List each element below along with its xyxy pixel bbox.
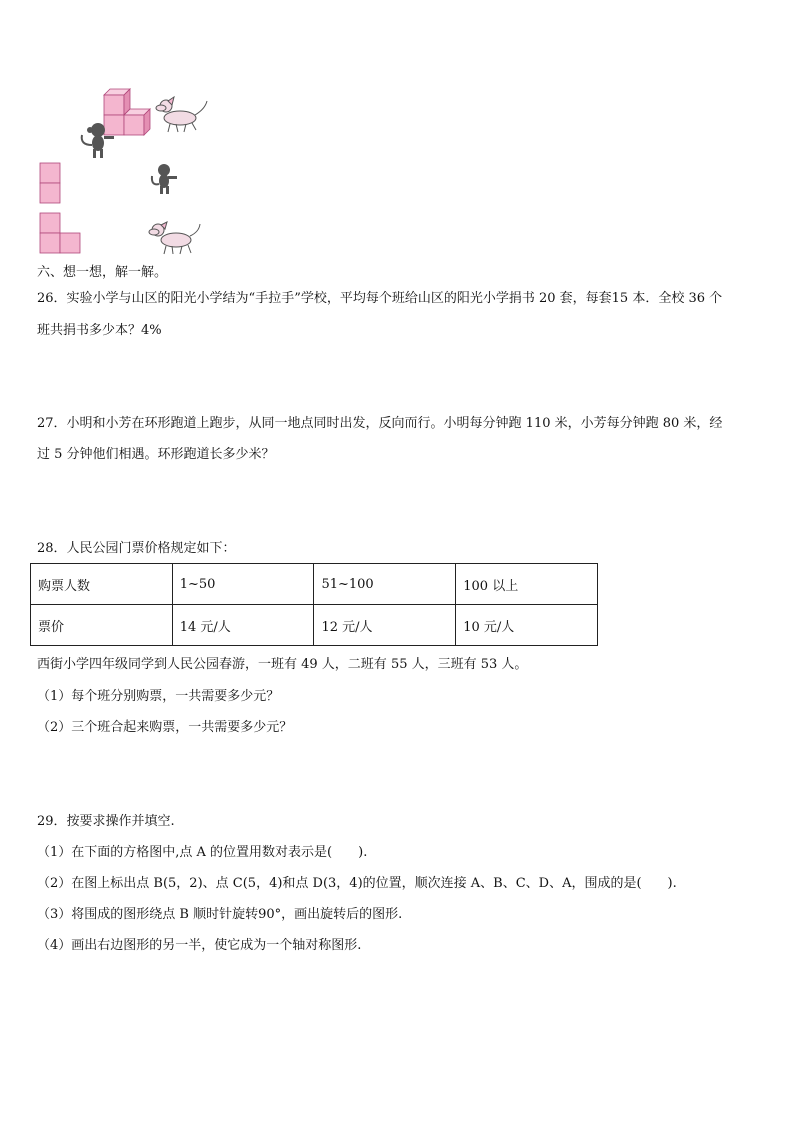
q29-intro: 29．按要求操作并填空. (37, 814, 175, 829)
q29-sub4: （4）画出右边图形的另一半，使它成为一个轴对称图形. (37, 938, 362, 953)
cube-views-illustration (30, 80, 230, 260)
q29-sub1: （1）在下面的方格图中,点 A 的位置用数对表示是( ). (37, 845, 368, 860)
dog-icon-small (149, 222, 200, 254)
view-front-answer (40, 163, 60, 203)
q28-sub2: （2）三个班合起来购票，一共需要多少元？ (37, 720, 293, 735)
table-cell: 14 元/人 (172, 605, 314, 646)
table-cell: 100 以上 (456, 564, 598, 605)
table-row (31, 605, 598, 646)
q27-line2: 过 5 分钟他们相遇。环形跑道长多少米？ (37, 447, 275, 462)
q26-line2: 班共捐书多少本？4% (37, 323, 162, 338)
dog-icon (156, 97, 207, 132)
table-row (31, 564, 598, 605)
section-heading: 六、想一想，解一解。 (37, 265, 168, 280)
table-cell: 51~100 (314, 564, 456, 605)
table-cell: 12 元/人 (314, 605, 456, 646)
q28-context: 西街小学四年级同学到人民公园春游，一班有 49 人，二班有 55 人，三班有 53 人。 (37, 657, 528, 672)
table-cell: 1~50 (172, 564, 314, 605)
table-cell: 购票人数 (31, 564, 173, 605)
ticket-price-table (30, 563, 598, 646)
q28-sub1: （1）每个班分别购票，一共需要多少元？ (37, 689, 280, 704)
q29-sub2: （2）在图上标出点 B(5，2)、点 C(5，4)和点 D(3，4)的位置，顺次连接 A、B、C、D、A，围成的是( ). (37, 876, 677, 891)
monkey-icon-small (152, 164, 177, 194)
table-cell: 票价 (31, 605, 173, 646)
view-side-answer (40, 213, 80, 253)
q28-intro: 28．人民公园门票价格规定如下： (37, 541, 236, 556)
q29-sub3: （3）将围成的图形绕点 B 顺时针旋转90°，画出旋转后的图形. (37, 907, 403, 922)
q27-line1: 27．小明和小芳在环形跑道上跑步，从同一地点同时出发，反向而行。小明每分钟跑 110 米，小芳每分钟跑 80 米，经 (37, 416, 723, 431)
q26-line1: 26．实验小学与山区的阳光小学结为“手拉手”学校，平均每个班给山区的阳光小学捐书 20 套，每套15 本．全校 36 个 (37, 291, 723, 306)
table-cell: 10 元/人 (456, 605, 598, 646)
cube-stack (104, 89, 150, 135)
